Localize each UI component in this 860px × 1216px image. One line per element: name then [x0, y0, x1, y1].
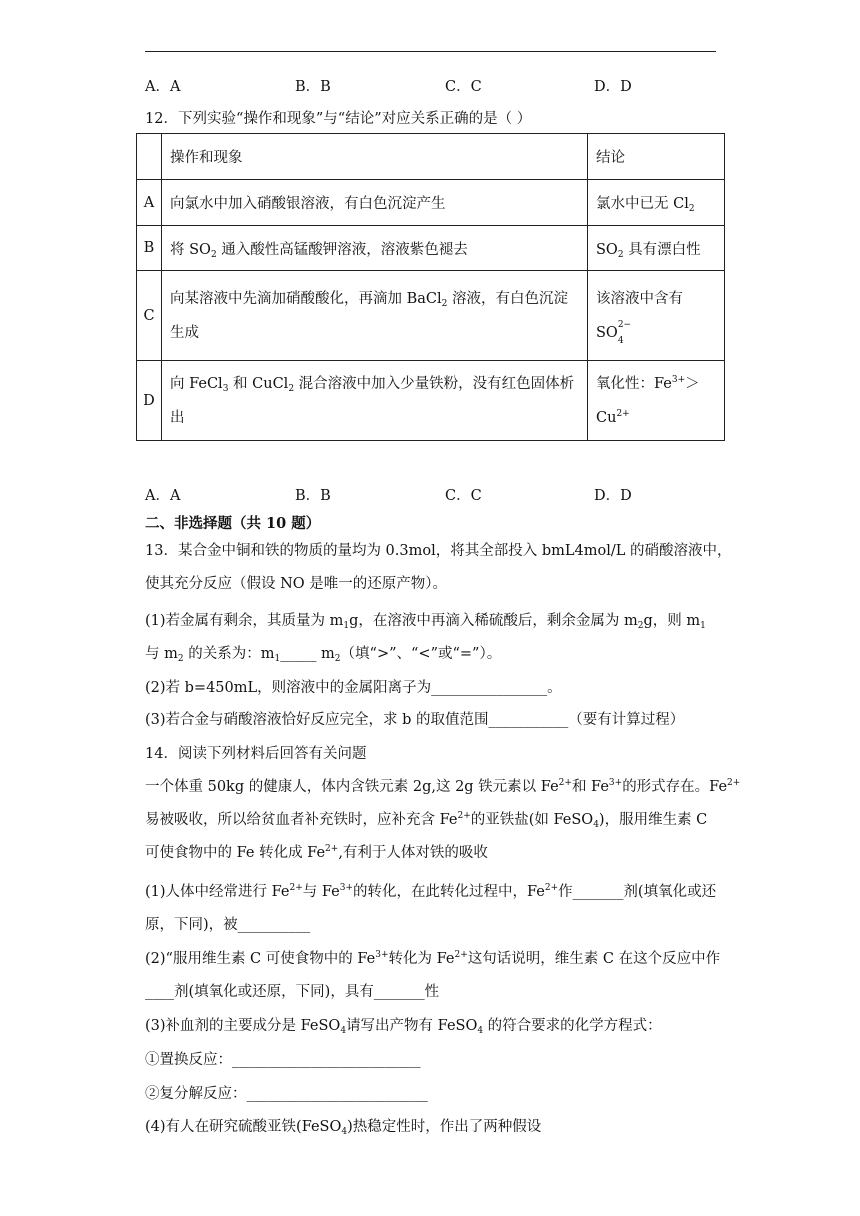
q12-stem: 12．下列实验“操作和现象”与“结论”对应关系正确的是（ ）	[145, 111, 532, 127]
row-conc: $SO_2$ 具有漂白性	[588, 226, 725, 271]
row-conc: 该溶液中含有 SO 2− 4	[588, 271, 725, 361]
q14-material-line2: 易被吸收，所以给贫血者补充铁时，应补充含 $Fe^{2+}$的亚铁盐(如 FeSO$_4$)，服用维生素 C	[145, 811, 708, 830]
section-heading: 二、非选择题（共 10 题）	[145, 515, 321, 532]
q14-reaction-1: ①置换反应：__________________________	[145, 1052, 421, 1068]
q14-part3: (3)补血剂的主要成分是 FeSO$_4$请写出产物有 FeSO$_4$ 的符合要求的化学方程式：	[145, 1018, 662, 1036]
q12-header-row	[137, 134, 725, 180]
row-op: 向 FeCl$_3$ 和 CuCl$_2$ 混合溶液中加入少量铁粉，没有红色固体析 出	[162, 361, 588, 441]
q13-part1-line1: (1)若金属有剩余，其质量为 $m_1g$，在溶液中再滴入稀硫酸后，剩余金属为 $m_2g$，则 $m_1$	[145, 613, 706, 631]
q13-part2: (2)若 b=450mL，则溶液中的金属阳离子为________________。	[145, 680, 562, 696]
q12-options	[145, 484, 745, 504]
q12-header-conc: 结论	[588, 134, 725, 180]
row-label: B	[137, 226, 162, 271]
q14-part2-line2: ____剂(填氧化或还原，下同)，具有_______性	[145, 984, 440, 1000]
q12-row-a	[137, 180, 725, 226]
q14-part4: (4)有人在研究硫酸亚铁(FeSO$_4$)热稳定性时，作出了两种假设	[145, 1119, 542, 1137]
q14-part2-line1: (2)“服用维生素 C 可使食物中的 $Fe^{3+}$转化为 $Fe^{2+}$这句话说明，维生素 C 在这个反应中作	[145, 950, 721, 967]
q12-row-b	[137, 226, 725, 271]
q14-part1-line1: (1)人体中经常进行 $Fe^{2+}$与 $Fe^{3+}$的转化，在此转化过程中，$Fe^{2+}$作_______剂(填氧化或还	[145, 883, 717, 900]
q12-option-d: D．D	[594, 488, 632, 504]
q11-options	[145, 75, 745, 95]
q12-row-c	[137, 271, 725, 361]
row-conc: 氧化性：$Fe^{3+}>$ $Cu^{2+}$	[588, 361, 725, 441]
q12-option-b: B．B	[295, 488, 331, 504]
q14-material-line3: 可使食物中的 Fe 转化成 $Fe^{2+}$,有利于人体对铁的吸收	[145, 844, 488, 861]
row-op: 向某溶液中先滴加硝酸酸化，再滴加 BaCl$_2$ 溶液，有白色沉淀 生成	[162, 271, 588, 361]
q11-option-b: B．B	[295, 79, 331, 95]
row-label: C	[137, 271, 162, 361]
q12-option-a: A．A	[145, 488, 181, 504]
q13-part3: (3)若合金与硝酸溶液恰好反应完全，求 b 的取值范围___________（要有计算过程）	[145, 712, 685, 728]
q11-option-a: A．A	[145, 79, 181, 95]
q13-stem-line2: 使其充分反应（假设 NO 是唯一的还原产物）。	[145, 576, 448, 592]
q12-option-c: C．C	[445, 488, 482, 504]
q14-part1-line2: 原，下同)，被__________	[145, 917, 311, 933]
q13-part1-line2: 与 $m_2$ 的关系为：$m_1\_\_\_\_\_$ $m_2$（填“>”、“<”或“=”）。	[145, 646, 502, 664]
q14-material-line1: 一个体重 50kg 的健康人，体内含铁元素 2g,这 2g 铁元素以 $Fe^{2+}$和 $Fe^{3+}$的形式存在。$Fe^{2+}$	[145, 778, 741, 795]
row-op: 将 $SO_2$ 通入酸性高锰酸钾溶液，溶液紫色褪去	[162, 226, 588, 271]
q14-stem: 14．阅读下列材料后回答有关问题	[145, 746, 367, 762]
q12-table	[136, 133, 725, 441]
row-label: A	[137, 180, 162, 226]
q11-option-c: C．C	[445, 79, 482, 95]
header-rule	[145, 51, 716, 52]
row-op: 向氯水中加入硝酸银溶液，有白色沉淀产生	[162, 180, 588, 226]
q13-stem-line1: 13．某合金中铜和铁的物质的量均为 0.3mol，将其全部投入 bmL4mol/L 的硝酸溶液中，	[145, 543, 732, 559]
row-label: D	[137, 361, 162, 441]
q14-reaction-2: ②复分解反应：_________________________	[145, 1086, 428, 1102]
row-conc: 氯水中已无 $Cl_2$	[588, 180, 725, 226]
q12-header-op: 操作和现象	[162, 134, 588, 180]
q12-row-d	[137, 361, 725, 441]
q11-option-d: D．D	[594, 79, 632, 95]
